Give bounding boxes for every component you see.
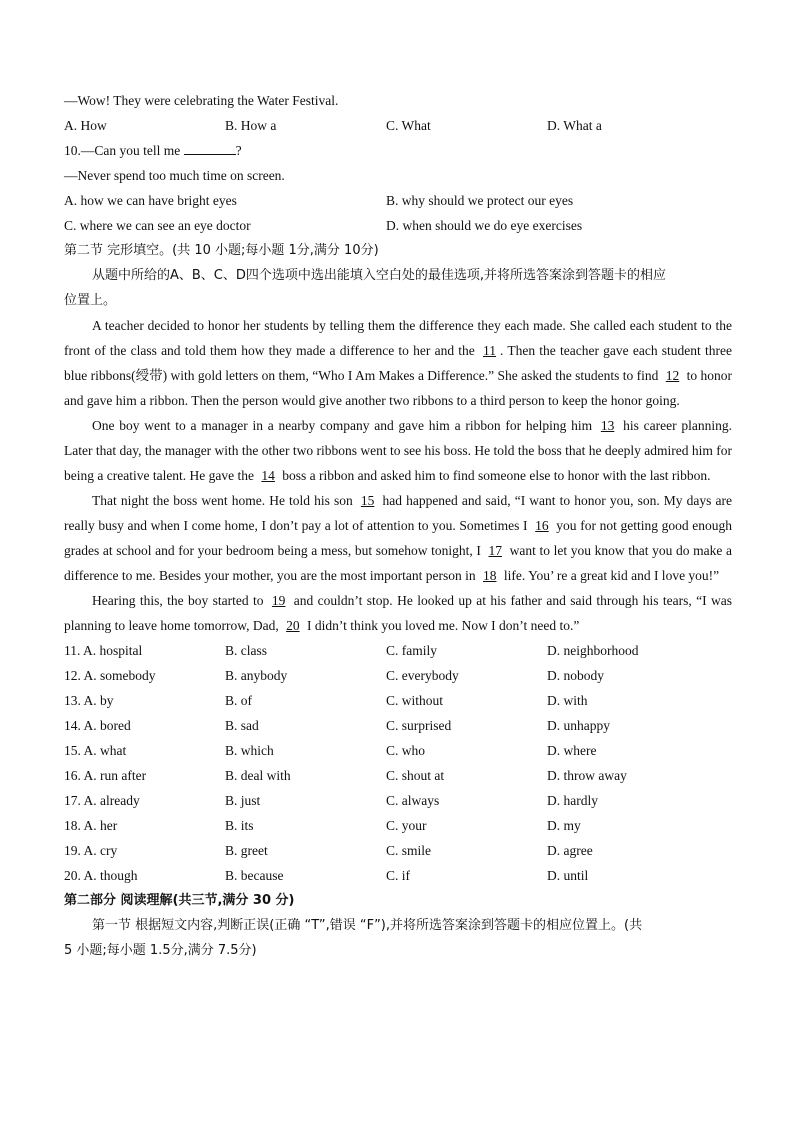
- option-a: 19. A. cry: [64, 843, 118, 858]
- option-c: C. your: [386, 818, 427, 833]
- option-c: C. smile: [386, 843, 432, 858]
- option-b: B. greet: [225, 843, 268, 858]
- blank-16: 16: [535, 518, 549, 533]
- option-a: 13. A. by: [64, 693, 114, 708]
- passage-text: and couldn’t stop. He looked up at his father and said through his tears, “I was planning to leave home tomorrow, Dad,: [64, 593, 732, 633]
- option-c: C. everybody: [386, 668, 459, 683]
- option-c: C. surprised: [386, 718, 452, 733]
- cloze-option-row: [64, 663, 732, 688]
- option-a: 17. A. already: [64, 793, 140, 808]
- cloze-option-row: [64, 738, 732, 763]
- option-a: 14. A. bored: [64, 718, 131, 733]
- option-d: D. hardly: [547, 793, 598, 808]
- option-b: B. because: [225, 868, 284, 883]
- q10-option-d: D. when should we do eye exercises: [386, 218, 583, 233]
- q9-response: —Wow! They were celebrating the Water Festival.: [64, 93, 339, 108]
- passage-text: his career planning. Later that day, the manager with the other two ribbons went to see his boss. He told the boss that he deeply admired him for being a creative talent. He gave the: [64, 418, 732, 483]
- blank-12: 12: [665, 368, 680, 383]
- option-c: C. family: [386, 643, 437, 658]
- option-b: B. class: [225, 643, 267, 658]
- cloze-options: [64, 638, 732, 888]
- blank-18: 18: [482, 568, 497, 583]
- option-a: 15. A. what: [64, 743, 127, 758]
- option-b: B. deal with: [225, 768, 291, 783]
- q10-question-mark: ?: [235, 143, 242, 158]
- option-b: B. just: [225, 793, 261, 808]
- option-a: 12. A. somebody: [64, 668, 156, 683]
- cloze-option-row: [64, 688, 732, 713]
- q10-options-row2: [64, 213, 732, 238]
- cloze-option-row: [64, 713, 732, 738]
- option-c: C. without: [386, 693, 444, 708]
- option-d: D. until: [547, 868, 589, 883]
- option-d: D. my: [547, 818, 581, 833]
- q10-question: [64, 138, 732, 163]
- part2-title: 第二部分 阅读理解(共三节,满分 30 分): [64, 893, 295, 908]
- passage-text: One boy went to a manager in a nearby company and gave him a ribbon for helping him: [92, 418, 597, 433]
- passage-text: you for not getting good enough grades at school and for your bedroom being a mess, but somehow tonight, I: [64, 518, 732, 558]
- option-c: C. if: [386, 868, 411, 883]
- passage-paragraph-3: [64, 488, 732, 588]
- q9-option-d: D. What a: [547, 118, 602, 133]
- blank-17: 17: [488, 543, 502, 558]
- q10-options-row1: [64, 188, 732, 213]
- exam-page: [64, 88, 732, 963]
- q10-answer-blank: [184, 140, 236, 155]
- blank-15: 15: [360, 493, 375, 508]
- option-d: D. where: [547, 743, 597, 758]
- q9-option-b: B. How a: [225, 118, 277, 133]
- option-d: D. unhappy: [547, 718, 610, 733]
- cloze-option-row: [64, 788, 732, 813]
- passage-text: want to let you know that you do make a difference to me. Besides your mother, you are the most important person in: [64, 543, 732, 583]
- cloze-option-row: [64, 838, 732, 863]
- option-b: B. of: [225, 693, 252, 708]
- option-d: D. agree: [547, 843, 593, 858]
- option-c: C. always: [386, 793, 440, 808]
- section2-instruction-line2: 位置上。: [64, 293, 117, 308]
- q10-option-b: B. why should we protect our eyes: [386, 193, 574, 208]
- q10-option-a: A. how we can have bright eyes: [64, 193, 237, 208]
- option-d: D. throw away: [547, 768, 627, 783]
- blank-14: 14: [261, 468, 275, 483]
- option-d: D. with: [547, 693, 588, 708]
- cloze-option-row: [64, 638, 732, 663]
- part2-instruction-line2: 5 小题;每小题 1.5分,满分 7.5分): [64, 943, 257, 958]
- passage-paragraph-2: [64, 413, 732, 488]
- passage-text: boss a ribbon and asked him to find someone else to honor with the last ribbon.: [278, 468, 711, 483]
- option-b: B. its: [225, 818, 254, 833]
- passage-paragraph-4: [64, 588, 732, 638]
- part2-instruction-line1: 第一节 根据短文内容,判断正误(正确 “T”,错误 “F”),并将所选答案涂到答题卡的相应位置上。(共: [92, 918, 643, 933]
- passage-text: life. You’ re a great kid and I love you!”: [500, 568, 720, 583]
- cloze-option-row: [64, 863, 732, 888]
- passage-text: . Then the teacher gave each student three blue ribbons(绶带) with gold letters on them, “Who I Am Makes a Difference.” She asked the students to find: [64, 343, 732, 383]
- passage-text: That night the boss went home. He told his son: [92, 493, 357, 508]
- q10-option-c: C. where we can see an eye doctor: [64, 218, 251, 233]
- passage-text: had happened and said, “I want to honor you, son. My days are really busy and when I come home, I don’t pay a lot of attention to you. Sometimes I: [64, 493, 732, 533]
- section2-title: 第二节 完形填空。(共 10 小题;每小题 1分,满分 10分): [64, 243, 379, 258]
- passage-text: to honor and gave him a ribbon. Then the person would give another two ribbons to a third person to keep the honor going.: [64, 368, 732, 408]
- option-d: D. nobody: [547, 668, 604, 683]
- blank-13: 13: [600, 418, 615, 433]
- option-b: B. which: [225, 743, 274, 758]
- q9-option-c: C. What: [386, 118, 431, 133]
- q10-question-text: 10.—Can you tell me: [64, 143, 181, 158]
- q9-option-a: A. How: [64, 118, 107, 133]
- q9-options: [64, 113, 732, 138]
- option-c: C. shout at: [386, 768, 445, 783]
- passage-text: A teacher decided to honor her students by telling them the difference they each made. She called each student to the front of the class and told them how they made a difference to her and the: [64, 318, 732, 358]
- blank-19: 19: [271, 593, 286, 608]
- cloze-option-row: [64, 813, 732, 838]
- passage-text: Hearing this, the boy started to: [92, 593, 268, 608]
- option-a: 16. A. run after: [64, 768, 147, 783]
- option-a: 18. A. her: [64, 818, 118, 833]
- cloze-option-row: [64, 763, 732, 788]
- section2-instruction-line1: 从题中所给的A、B、C、D四个选项中选出能填入空白处的最佳选项,并将所选答案涂到答题卡的相应: [92, 268, 667, 283]
- passage-paragraph-1: [64, 313, 732, 413]
- q10-response: —Never spend too much time on screen.: [64, 168, 285, 183]
- option-b: B. anybody: [225, 668, 288, 683]
- blank-20: 20: [286, 618, 300, 633]
- blank-11: 11: [483, 343, 496, 358]
- option-a: 11. A. hospital: [64, 643, 143, 658]
- option-c: C. who: [386, 743, 426, 758]
- option-b: B. sad: [225, 718, 259, 733]
- option-a: 20. A. though: [64, 868, 138, 883]
- option-d: D. neighborhood: [547, 643, 639, 658]
- passage-text: I didn’t think you loved me. Now I don’t need to.”: [303, 618, 580, 633]
